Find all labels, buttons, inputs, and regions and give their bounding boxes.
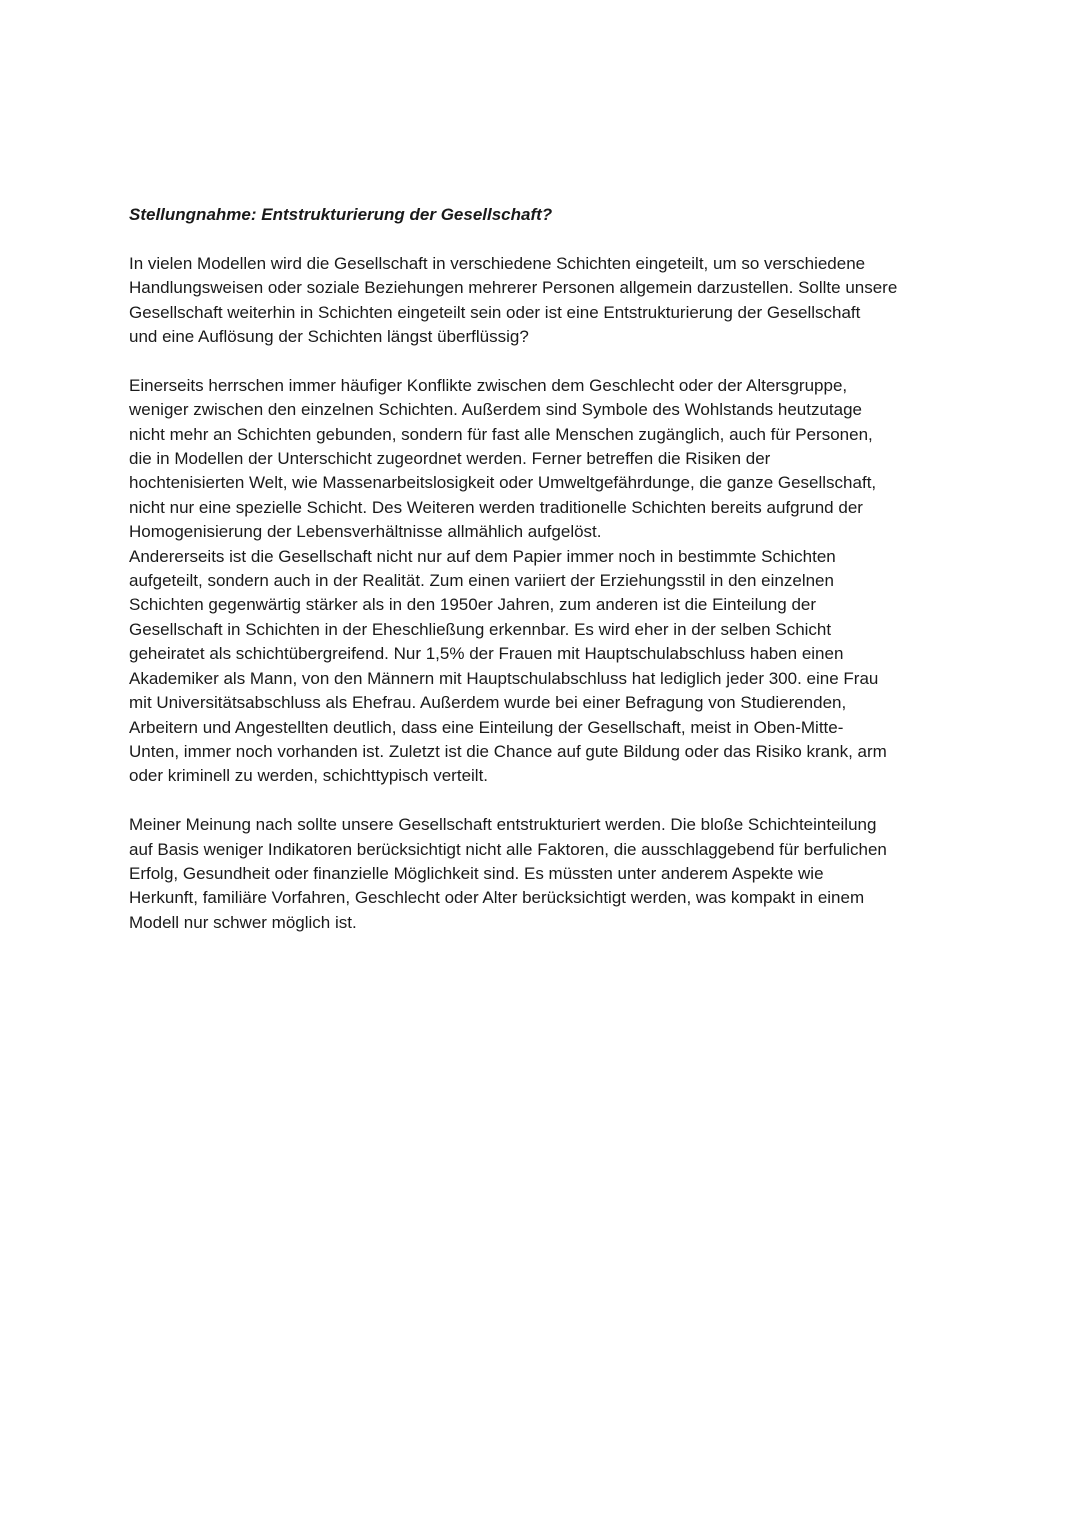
text-line: Gesellschaft weiterhin in Schichten eingeteilt sein oder ist eine Entstrukturierung der Gesellschaft [129, 302, 861, 322]
text-line: Andererseits ist die Gesellschaft nicht nur auf dem Papier immer noch in bestimmte Schichten [129, 546, 836, 566]
paragraph-spacer [129, 789, 959, 813]
text-line: Einerseits herrschen immer häufiger Konflikte zwischen dem Geschlecht oder der Altersgruppe, [129, 375, 848, 395]
text-line: nicht nur eine spezielle Schicht. Des Weiteren werden traditionelle Schichten bereits aufgrund der [129, 497, 863, 517]
text-line: weniger zwischen den einzelnen Schichten. Außerdem sind Symbole des Wohlstands heutzutage [129, 400, 863, 420]
paragraph-intro [129, 252, 959, 350]
text-line: Gesellschaft in Schichten in der Eheschließung erkennbar. Es wird eher in der selben Schicht [129, 619, 832, 639]
text-line: aufgeteilt, sondern auch in der Realität. Zum einen variiert der Erziehungsstil in den einzelnen [129, 571, 834, 591]
text-line: Schichten gegenwärtig stärker als in den 1950er Jahren, zum anderen ist die Einteilung der [129, 595, 817, 615]
text-line: Herkunft, familiäre Vorfahren, Geschlecht oder Alter berücksichtigt werden, was kompakt in einem [129, 888, 865, 908]
text-line: hochtenisierten Welt, wie Massenarbeitslosigkeit oder Umweltgefährdunge, die ganze Gesellschaft, [129, 473, 877, 493]
document-title: Stellungnahme: Entstrukturierung der Gesellschaft? [129, 205, 553, 224]
paragraph-conclusion [129, 813, 959, 935]
paragraph-spacer [129, 349, 959, 373]
text-line: und eine Auflösung der Schichten längst überflüssig? [129, 327, 529, 347]
paragraph-einerseits [129, 374, 959, 545]
text-line: Akademiker als Mann, von den Männern mit Hauptschulabschluss hat lediglich jeder 300. eine Frau [129, 668, 879, 688]
text-line: mit Universitätsabschluss als Ehefrau. Außerdem wurde bei einer Befragung von Studierenden, [129, 693, 847, 713]
text-line: geheiratet als schichtübergreifend. Nur 1,5% der Frauen mit Hauptschulabschluss haben einen [129, 644, 844, 664]
text-line: auf Basis weniger Indikatoren berücksichtigt nicht alle Faktoren, die ausschlaggebend für berfulichen [129, 839, 887, 859]
paragraph-andererseits [129, 545, 959, 789]
text-line: Handlungsweisen oder soziale Beziehungen mehrerer Personen allgemein darzustellen. Sollte unsere [129, 278, 898, 298]
text-line: Meiner Meinung nach sollte unsere Gesellschaft entstrukturiert werden. Die bloße Schichteinteilung [129, 815, 877, 835]
text-line: Homogenisierung der Lebensverhältnisse allmählich aufgelöst. [129, 522, 602, 542]
document-body [129, 203, 959, 935]
text-line: nicht mehr an Schichten gebunden, sondern für fast alle Menschen zugänglich, auch für Personen, [129, 424, 873, 444]
text-line: Arbeitern und Angestellten deutlich, dass eine Einteilung der Gesellschaft, meist in Oben-Mitte- [129, 717, 844, 737]
text-line: Unten, immer noch vorhanden ist. Zuletzt ist die Chance auf gute Bildung oder das Risiko krank, arm [129, 741, 887, 761]
text-line: Modell nur schwer möglich ist. [129, 912, 357, 932]
text-line: In vielen Modellen wird die Gesellschaft in verschiedene Schichten eingeteilt, um so verschiedene [129, 253, 866, 273]
text-line: die in Modellen der Unterschicht zugeordnet werden. Ferner betreffen die Risiken der [129, 449, 771, 469]
text-line: Erfolg, Gesundheit oder finanzielle Möglichkeit sind. Es müssten unter anderem Aspekte wie [129, 863, 824, 883]
text-line: oder kriminell zu werden, schichttypisch verteilt. [129, 766, 489, 786]
